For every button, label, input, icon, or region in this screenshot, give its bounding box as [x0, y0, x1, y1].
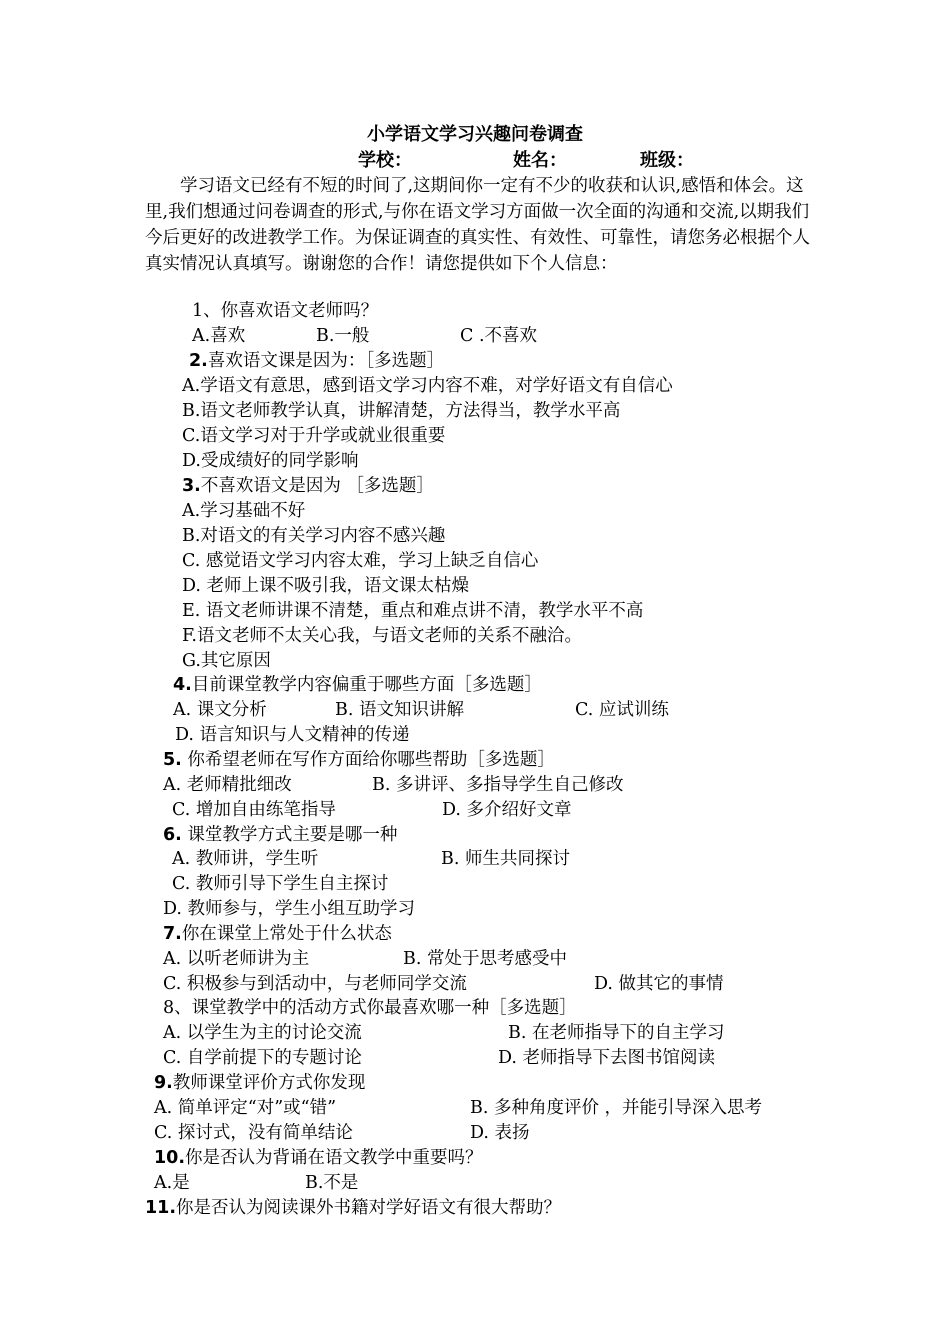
question-10-number: 10.	[154, 1148, 186, 1168]
question-11-text: 你是否认为阅读课外书籍对学好语文有很大帮助？	[176, 1198, 562, 1218]
q7-option-b: B. 常处于思考感受中	[403, 949, 567, 969]
q2-option-a: A.学语文有意思，感到语文学习内容不难，对学好语文有自信心	[182, 376, 673, 396]
q8-option-a: A. 以学生为主的讨论交流	[163, 1023, 362, 1043]
q7-option-d: D. 做其它的事情	[594, 974, 724, 994]
q6-option-c: C. 教师引导下学生自主探讨	[172, 874, 389, 894]
q9-option-b: B. 多种角度评价 ，并能引导深入思考	[470, 1098, 763, 1118]
question-2-text: 喜欢语文课是因为：［多选题］	[207, 351, 445, 371]
question-2-number: 2.	[189, 351, 208, 371]
q8-option-c: C. 自学前提下的专题讨论	[163, 1048, 362, 1068]
q9-option-a: A. 简单评定“对”或“错”	[154, 1098, 337, 1118]
name-label: 姓名：	[513, 150, 567, 171]
intro-paragraph: 学习语文已经有不短的时间了,这期间你一定有不少的收获和认识,感悟和体会。这里,我们想通过问卷调查的形式,与你在语文学习方面做一次全面的沟通和交流,以期我们今后更好的改进教学工作。为保证调查的真实性、有效性、可靠性，请您务必根据个人真实情况认真填写。谢谢您的合作！请您提供如下个人信息：	[145, 176, 810, 274]
q10-option-b: B.不是	[305, 1173, 359, 1193]
q8-option-d: D. 老师指导下去图书馆阅读	[498, 1048, 716, 1068]
q6-option-b: B. 师生共同探讨	[441, 849, 570, 869]
question-5-number: 5.	[163, 750, 182, 770]
question-7-number: 7.	[163, 924, 182, 944]
question-3	[182, 474, 434, 498]
q6-option-d: D. 教师参与，学生小组互助学习	[163, 899, 416, 919]
question-10-text: 你是否认为背诵在语文教学中重要吗？	[185, 1148, 483, 1168]
q4-option-d: D. 语言知识与人文精神的传递	[175, 725, 410, 745]
question-1: 1、你喜欢语文老师吗？	[192, 301, 379, 321]
class-label: 班级：	[640, 150, 694, 171]
question-4-number: 4.	[173, 675, 192, 695]
question-3-number: 3.	[182, 476, 201, 496]
q7-option-a: A. 以听老师讲为主	[163, 949, 310, 969]
question-5-text: 你希望老师在写作方面给你哪些帮助［多选题］	[181, 750, 555, 770]
q2-option-c: C.语文学习对于升学或就业很重要	[182, 426, 446, 446]
q2-option-b: B.语文老师教学认真，讲解清楚，方法得当，教学水平高	[182, 401, 621, 421]
q5-option-c: C. 增加自由练笔指导	[172, 800, 336, 820]
q3-option-f: F.语文老师不太关心我，与语文老师的关系不融洽。	[182, 626, 582, 646]
q3-option-d: D. 老师上课不吸引我，语文课太枯燥	[182, 576, 470, 596]
q4-option-b: B. 语文知识讲解	[335, 700, 464, 720]
q1-option-a: A.喜欢	[192, 326, 246, 346]
q6-option-a: A. 教师讲，学生听	[172, 849, 319, 869]
question-6	[163, 823, 397, 847]
q3-option-e: E. 语文老师讲课不清楚，重点和难点讲不清，教学水平不高	[182, 601, 644, 621]
q7-option-c: C. 积极参与到活动中，与老师同学交流	[163, 974, 467, 994]
q2-option-d: D.受成绩好的同学影响	[182, 451, 359, 471]
question-9	[154, 1071, 365, 1095]
question-9-number: 9.	[154, 1073, 173, 1093]
q5-option-a: A. 老师精批细改	[163, 775, 292, 795]
question-4	[173, 673, 542, 697]
q4-option-c: C. 应试训练	[575, 700, 669, 720]
question-7-text: 你在课堂上常处于什么状态	[181, 924, 392, 944]
question-4-text: 目前课堂教学内容偏重于哪些方面［多选题］	[191, 675, 542, 695]
q3-option-a: A.学习基础不好	[182, 501, 306, 521]
question-7	[163, 922, 392, 946]
q8-option-b: B. 在老师指导下的自主学习	[508, 1023, 725, 1043]
question-2	[189, 349, 444, 373]
question-10	[154, 1146, 483, 1170]
question-6-number: 6.	[163, 825, 182, 845]
question-6-text: 课堂教学方式主要是哪一种	[181, 825, 398, 845]
q3-option-b: B.对语文的有关学习内容不感兴趣	[182, 526, 446, 546]
q9-option-d: D. 表扬	[470, 1123, 530, 1143]
q4-option-a: A. 课文分析	[173, 700, 267, 720]
q5-option-d: D. 多介绍好文章	[442, 800, 572, 820]
q9-option-c: C. 探讨式，没有简单结论	[154, 1123, 353, 1143]
q3-option-c: C. 感觉语文学习内容太难，学习上缺乏自信心	[182, 551, 539, 571]
question-11-number: 11.	[145, 1198, 177, 1218]
q1-option-c: C .不喜欢	[460, 326, 538, 346]
q3-option-g: G.其它原因	[182, 651, 271, 671]
question-9-text: 教师课堂评价方式你发现	[172, 1073, 366, 1093]
question-8: 8、课堂教学中的活动方式你最喜欢哪一种［多选题］	[163, 998, 577, 1018]
q5-option-b: B. 多讲评、多指导学生自己修改	[372, 775, 624, 795]
q1-option-b: B.一般	[316, 326, 370, 346]
page-title: 小学语文学习兴趣问卷调查	[367, 124, 583, 145]
question-11	[145, 1196, 561, 1220]
q10-option-a: A.是	[154, 1173, 190, 1193]
question-5	[163, 748, 555, 772]
question-3-text: 不喜欢语文是因为 ［多选题］	[200, 476, 434, 496]
school-label: 学校：	[358, 150, 412, 171]
